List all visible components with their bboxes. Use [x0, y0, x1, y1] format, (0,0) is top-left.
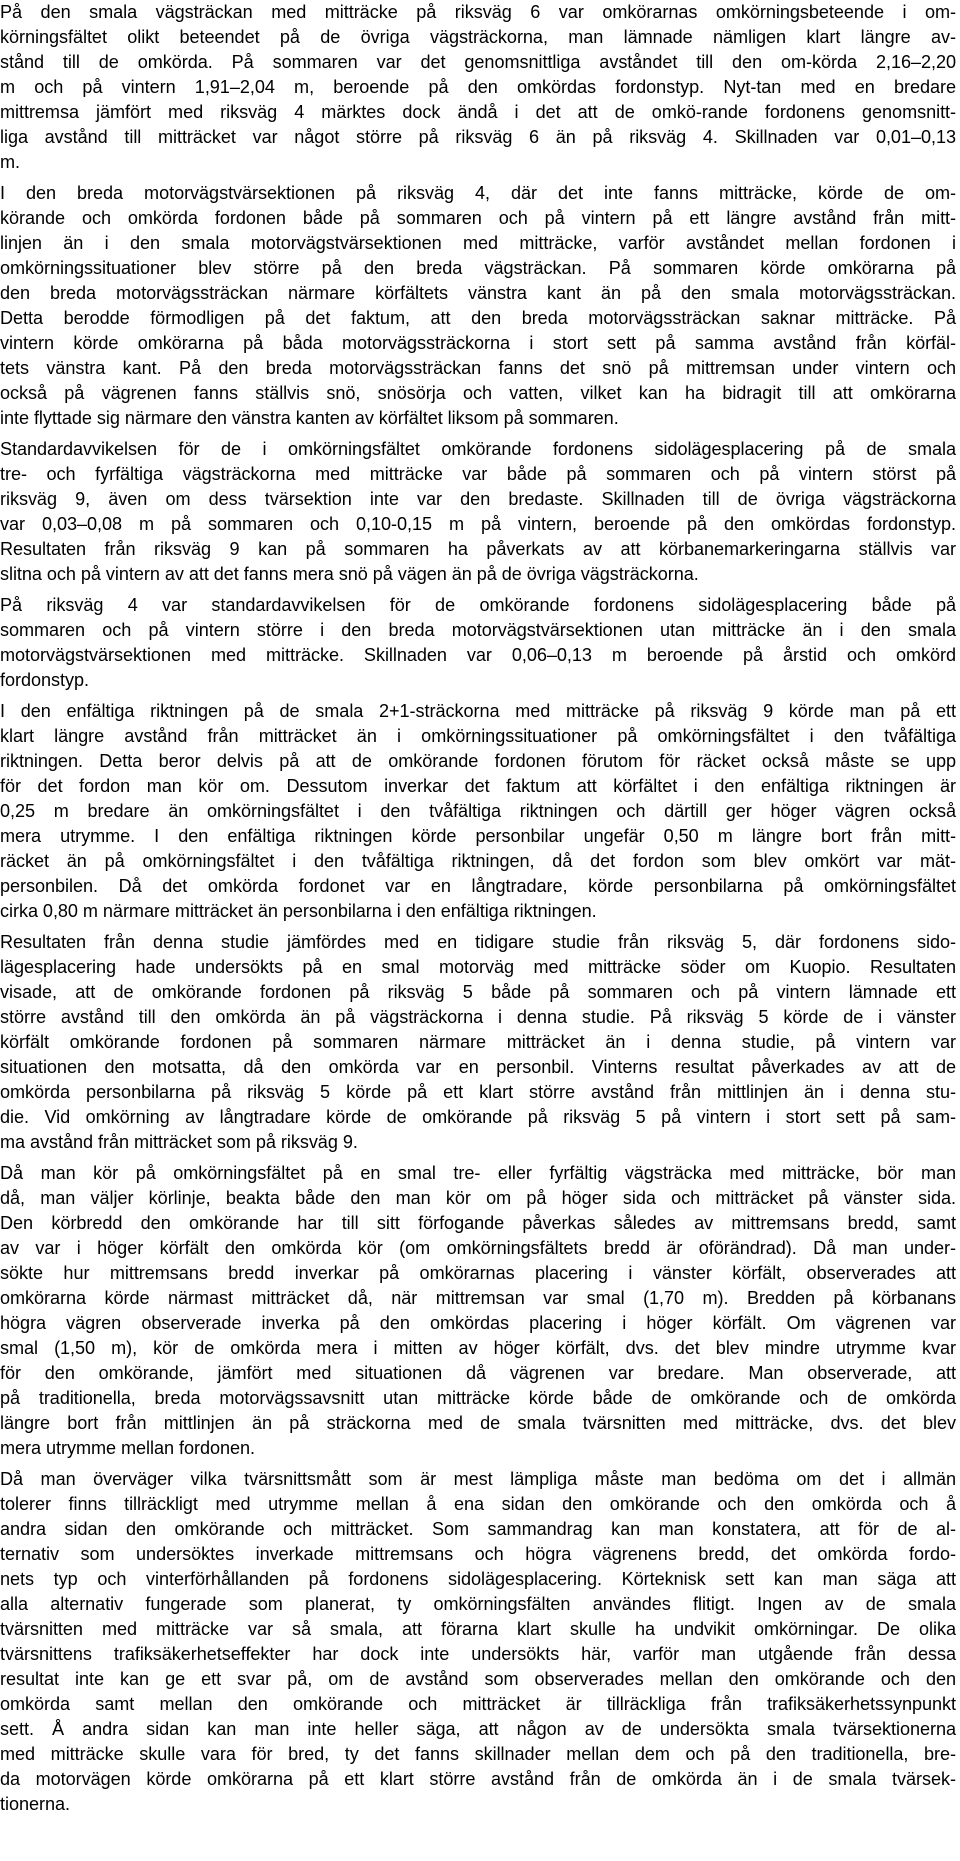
text-line: mera utrymme mellan fordonen.	[0, 1438, 255, 1458]
text-line: visade, att de omkörande fordonen på riksväg 5 både på sommaren och på vintern lämnade ett	[0, 982, 956, 1002]
text-line: var 0,03–0,08 m på sommaren och 0,10-0,15 m på vintern, beroende på den omkördas fordonstyp.	[0, 514, 956, 534]
text-line: stånd till de omkörda. På sommaren var det genomsnittliga avståndet till den om-körda 2,16–2,20	[0, 52, 956, 72]
paragraph	[0, 181, 956, 431]
text-line: större avstånd till den omkörda än på vägsträckorna i denna studie. På riksväg 5 körde de i vänster	[0, 1007, 956, 1027]
text-line: mera utrymme. I den enfältiga riktningen körde personbilar ungefär 0,50 m längre bort från mitt-	[0, 826, 956, 846]
text-line: Då man kör på omkörningsfältet på en smal tre- eller fyrfältig vägsträcka med mitträcke, bör man	[0, 1163, 956, 1183]
text-line: riktningen. Detta beror delvis på att de omkörande fordonen förutom för räcket också måste se upp	[0, 751, 956, 771]
text-line: också på vägrenen fanns ställvis snö, snösörja och vatten, vilket kan ha bidragit till att omkörarna	[0, 383, 956, 403]
text-line: då, man väljer körlinje, beakta både den man kör om på höger sida och mitträcket på vänster sida.	[0, 1188, 956, 1208]
paragraph	[0, 1467, 956, 1817]
text-line: Resultaten från riksväg 9 kan på sommaren ha påverkats av att körbanemarkeringarna ställvis var	[0, 539, 956, 559]
text-line: smal (1,50 m), kör de omkörda mera i mitten av höger körfält, dvs. det blev mindre utrymme kvar	[0, 1338, 956, 1358]
paragraph	[0, 437, 956, 587]
text-line: nets typ och vinterförhållanden på fordonens sidolägesplacering. Körteknisk sett kan man säga att	[0, 1569, 956, 1589]
text-line: omkörningssituationer blev större på den breda vägsträckan. På sommaren körde omkörarna på	[0, 258, 956, 278]
text-line: för den omkörande, jämfört med situationen då vägrenen var bredare. Man observerade, att	[0, 1363, 956, 1383]
text-line: situationen den motsatta, då den omkörda var en personbil. Vinterns resultat påverkades av att de	[0, 1057, 956, 1077]
paragraph	[0, 699, 956, 924]
text-line: tionerna.	[0, 1794, 70, 1814]
text-line: mittremsa jämfört med riksväg 4 märktes dock ändå i det att de omkö-rande fordonens genomsnitt-	[0, 102, 956, 122]
text-line: omkörda personbilarna på riksväg 5 körde på ett klart större avstånd från mittlinjen än i denna stu-	[0, 1082, 956, 1102]
text-line: tvärsnittens trafiksäkerhetseffekter har dock inte undersökts här, varför man utgående från dessa	[0, 1644, 956, 1664]
text-line: längre bort från mittlinjen än på sträckorna med de smala tvärsnitten med mitträcke, dvs. det blev	[0, 1413, 956, 1433]
text-line: den breda motorvägssträckan närmare körfältets vänstra kant än på den smala motorvägssträckan.	[0, 283, 956, 303]
text-line: ternativ som undersöktes inverkade mittremsans och högra vägrenens bredd, det omkörda fordo-	[0, 1544, 956, 1564]
text-line: vintern körde omkörarna på båda motorvägssträckorna i stort sett på samma avstånd från körfäl-	[0, 333, 956, 353]
text-line: cirka 0,80 m närmare mitträcket än personbilarna i den enfältiga riktningen.	[0, 901, 597, 921]
text-line: linjen än i den smala motorvägstvärsektionen med mitträcke, varför avståndet mellan fordonen i	[0, 233, 956, 253]
text-line: Standardavvikelsen för de i omkörningsfältet omkörande fordonens sidolägesplacering på de smala	[0, 439, 956, 459]
text-line: av var i höger körfält den omkörda kör (om omkörningsfältets bredd är oförändrad). Då man under-	[0, 1238, 956, 1258]
text-line: motorvägstvärsektionen med mitträcke. Skillnaden var 0,06–0,13 m beroende på årstid och omkörd	[0, 645, 956, 665]
text-line: inte flyttade sig närmare den vänstra kanten av körfältet liksom på sommaren.	[0, 408, 619, 428]
text-line: räcket än på omkörningsfältet i den tvåfältiga riktningen, då det fordon som blev omkört var mät-	[0, 851, 956, 871]
text-line: Den körbredd den omkörande har till sitt förfogande påverkas således av mittremsans bredd, samt	[0, 1213, 956, 1233]
text-line: fordonstyp.	[0, 670, 89, 690]
text-line: andra sidan den omkörande och mitträcket. Som sammandrag kan man konstatera, att för de al-	[0, 1519, 956, 1539]
text-line: da motorvägen körde omkörarna på ett klart större avstånd från de omkörda än i de smala tvärsek-	[0, 1769, 956, 1789]
text-line: Då man överväger vilka tvärsnittsmått som är mest lämpliga måste man bedöma om det i allmän	[0, 1469, 956, 1489]
text-line: högra vägren observerade inverka på den omkördas placering i höger körfält. Om vägrenen var	[0, 1313, 956, 1333]
text-line: slitna och på vintern av att det fanns mera snö på vägen än på de övriga vägsträckorna.	[0, 564, 699, 584]
text-line: sett. Å andra sidan kan man inte heller säga, att någon av de undersökta smala tvärsektionerna	[0, 1719, 956, 1739]
text-line: körfält omkörande fordonen på sommaren närmare mitträcket än i denna studie, på vintern var	[0, 1032, 956, 1052]
text-line: resultat inte kan ge ett svar på, om de avstånd som observerades mellan den omkörande och den	[0, 1669, 956, 1689]
text-line: m.	[0, 152, 20, 172]
text-line: riksväg 9, även om dess tvärsektion inte var den bredaste. Skillnaden till de övriga vägsträckorna	[0, 489, 956, 509]
text-line: liga avstånd till mitträcket var något större på riksväg 6 än på riksväg 4. Skillnaden var 0,01–0,13	[0, 127, 956, 147]
paragraph	[0, 0, 956, 175]
text-line: m och på vintern 1,91–2,04 m, beroende på den omkördas fordonstyp. Nyt-tan med en bredare	[0, 77, 956, 97]
text-line: tets vänstra kant. På den breda motorvägssträckan fanns det snö på mittremsan under vintern och	[0, 358, 956, 378]
text-line: Resultaten från denna studie jämfördes med en tidigare studie från riksväg 5, där fordonens sido-	[0, 932, 956, 952]
text-line: sommaren och på vintern större i den breda motorvägstvärsektionen utan mitträcke än i den smala	[0, 620, 956, 640]
paragraph	[0, 1161, 956, 1461]
text-line: På den smala vägsträckan med mitträcke på riksväg 6 var omkörarnas omkörningsbeteende i om-	[0, 2, 956, 22]
text-line: för det fordon man kör om. Dessutom inverkar det faktum att körfältet i den enfältiga riktningen är	[0, 776, 956, 796]
text-line: die. Vid omkörning av långtradare körde de omkörande på riksväg 5 på vintern i stort sett på sam-	[0, 1107, 956, 1127]
text-line: Detta berodde förmodligen på det faktum, att den breda motorvägssträckan saknar mitträcke. På	[0, 308, 956, 328]
text-line: tvärsnitten med mitträcke var så smala, att förarna klart skulle ha undvikit omkörningar. De olika	[0, 1619, 956, 1639]
text-line: körande och omkörda fordonen både på sommaren och på vintern på ett längre avstånd från mitt-	[0, 208, 956, 228]
text-line: tolerer finns tillräckligt med utrymme mellan å ena sidan den omkörande och den omkörda och å	[0, 1494, 956, 1514]
text-line: sökte hur mittremsans bredd inverkar på omkörarnas placering i vänster körfält, observerades att	[0, 1263, 956, 1283]
text-line: 0,25 m bredare än omkörningsfältet i den tvåfältiga riktningen och därtill ger höger vägren också	[0, 801, 956, 821]
text-line: körningsfältet olikt beteendet på de övriga vägsträckorna, man lämnade nämligen klart längre av-	[0, 27, 956, 47]
text-line: med mitträcke skulle vara för bred, ty det fanns skillnader mellan dem och på den traditionella, bre-	[0, 1744, 956, 1764]
paragraph	[0, 593, 956, 693]
text-line: omkörarna körde närmast mitträcket då, när mittremsan var smal (1,70 m). Bredden på körbanans	[0, 1288, 956, 1308]
text-line: omkörda samt mellan den omkörande och mitträcket är tillräckliga från trafiksäkerhetssynpunkt	[0, 1694, 956, 1714]
text-line: På riksväg 4 var standardavvikelsen för de omkörande fordonens sidolägesplacering både på	[0, 595, 956, 615]
text-line: alla alternativ fungerade som planerat, ty omkörningsfälten användes flitigt. Ingen av de smala	[0, 1594, 956, 1614]
paragraph	[0, 930, 956, 1155]
text-line: I den enfältiga riktningen på de smala 2+1-sträckorna med mitträcke på riksväg 9 körde man på ett	[0, 701, 956, 721]
text-line: lägesplacering hade undersökts på en smal motorväg med mitträcke söder om Kuopio. Resultaten	[0, 957, 956, 977]
text-line: ma avstånd från mitträcket som på riksväg 9.	[0, 1132, 358, 1152]
text-line: I den breda motorvägstvärsektionen på riksväg 4, där det inte fanns mitträcke, körde de om-	[0, 183, 956, 203]
text-line: klart längre avstånd från mitträcket än i omkörningssituationer på omkörningsfältet i den tvåfältiga	[0, 726, 956, 746]
text-line: tre- och fyrfältiga vägsträckorna med mitträcke var både på sommaren och på vintern störst på	[0, 464, 956, 484]
text-line: personbilen. Då det omkörda fordonet var en långtradare, körde personbilarna på omkörningsfältet	[0, 876, 956, 896]
text-line: på traditionella, breda motorvägssavsnitt utan mitträcke körde både de omkörande och de omkörda	[0, 1388, 956, 1408]
